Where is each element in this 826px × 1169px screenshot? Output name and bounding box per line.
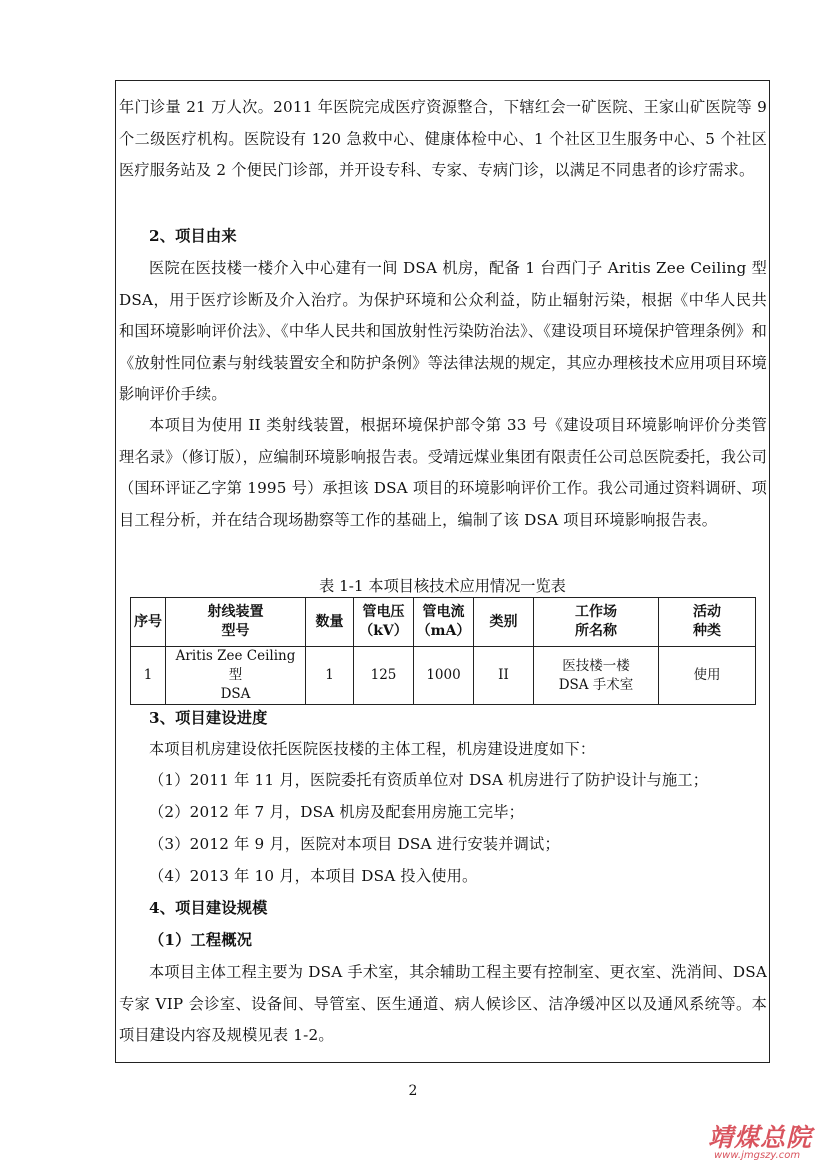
- heading-construction-scale: 4、项目建设规模: [149, 899, 268, 917]
- cell-class: II: [474, 647, 534, 705]
- cell-tube-voltage: 125: [354, 647, 414, 705]
- cell-quantity: 1: [306, 647, 354, 705]
- header-quantity: 数量: [306, 598, 354, 647]
- table-caption: 表 1-1 本项目核技术应用情况一览表: [319, 577, 566, 595]
- cell-activity: 使用: [659, 647, 756, 705]
- heading-project-overview: （1）工程概况: [149, 931, 253, 949]
- watermark-logo: 靖煤总院: [708, 1123, 813, 1152]
- header-device-model: 射线装置 型号: [166, 598, 306, 647]
- nuclear-application-table: [130, 597, 756, 705]
- paragraph-project-origin: 医院在医技楼一楼介入中心建有一间 DSA 机房，配备 1 台西门子 Aritis Zee Ceiling 型 DSA，用于医疗诊断及介入治疗。为保护环境和公众利益，防止辐射污染，根据《中华人民共和国环境影响评价法》、《中华人民共和国放射性污染防治法》、《建设项目环境保护管理条例》和《放射性同位素与射线装置安全和防护条例》等法律法规的规定，其应办理核技术应用项目环境影响评价手续。: [119, 259, 767, 403]
- cell-device-model: Aritis Zee Ceiling 型 DSA: [166, 647, 306, 705]
- header-tube-current: 管电流 （mA）: [414, 598, 474, 647]
- progress-item-3: （3）2012 年 9 月，医院对本项目 DSA 进行安装并调试；: [149, 835, 560, 853]
- cell-workplace: 医技楼一楼 DSA 手术室: [534, 647, 659, 705]
- progress-item-2: （2）2012 年 7 月，DSA 机房及配套用房施工完毕；: [149, 803, 525, 821]
- progress-item-1: （1）2011 年 11 月，医院委托有资质单位对 DSA 机房进行了防护设计与施工；: [149, 771, 709, 789]
- header-activity: 活动 种类: [659, 598, 756, 647]
- heading-project-origin: 2、项目由来: [149, 227, 237, 245]
- page-number: 2: [408, 1083, 418, 1099]
- paragraph-project-overview: 本项目主体工程主要为 DSA 手术室，其余辅助工程主要有控制室、更衣室、洗消间、DSA 专家 VIP 会诊室、设备间、导管室、医生通道、病人候诊区、洁净缓冲区以及通风系统等。本项目建设内容及规模见表 1-2。: [119, 963, 767, 1044]
- progress-item-4: （4）2013 年 10 月，本项目 DSA 投入使用。: [149, 867, 478, 885]
- table-header-row: [131, 598, 756, 647]
- header-serial: 序号: [131, 598, 166, 647]
- cell-serial: 1: [131, 647, 166, 705]
- cell-tube-current: 1000: [414, 647, 474, 705]
- paragraph-progress-intro: 本项目机房建设依托医院医技楼的主体工程，机房建设进度如下：: [149, 740, 596, 758]
- header-workplace: 工作场 所名称: [534, 598, 659, 647]
- header-tube-voltage: 管电压 （kV）: [354, 598, 414, 647]
- table-row: [131, 647, 756, 705]
- paragraph-project-classification: 本项目为使用 II 类射线装置，根据环境保护部令第 33 号《建设项目环境影响评价分类管理名录》（修订版），应编制环境影响报告表。受靖远煤业集团有限责任公司总医院委托，我公司（国环评证乙字第 1995 号）承担该 DSA 项目的环境影响评价工作。我公司通过资料调研、项目工程分析，并在结合现场勘察等工作的基础上，编制了该 DSA 项目环境影响报告表。: [119, 416, 767, 529]
- watermark-url: www.jmgszy.com: [714, 1150, 801, 1161]
- heading-construction-progress: 3、项目建设进度: [149, 709, 268, 727]
- paragraph-hospital-overview: 年门诊量 21 万人次。2011 年医院完成医疗资源整合，下辖红会一矿医院、王家山矿医院等 9 个二级医疗机构。医院设有 120 急救中心、健康体检中心、1 个社区卫生服务中心、5 个社区医疗服务站及 2 个便民门诊部，并开设专科、专家、专病门诊，以满足不同患者的诊疗需求。: [119, 98, 767, 179]
- header-class: 类别: [474, 598, 534, 647]
